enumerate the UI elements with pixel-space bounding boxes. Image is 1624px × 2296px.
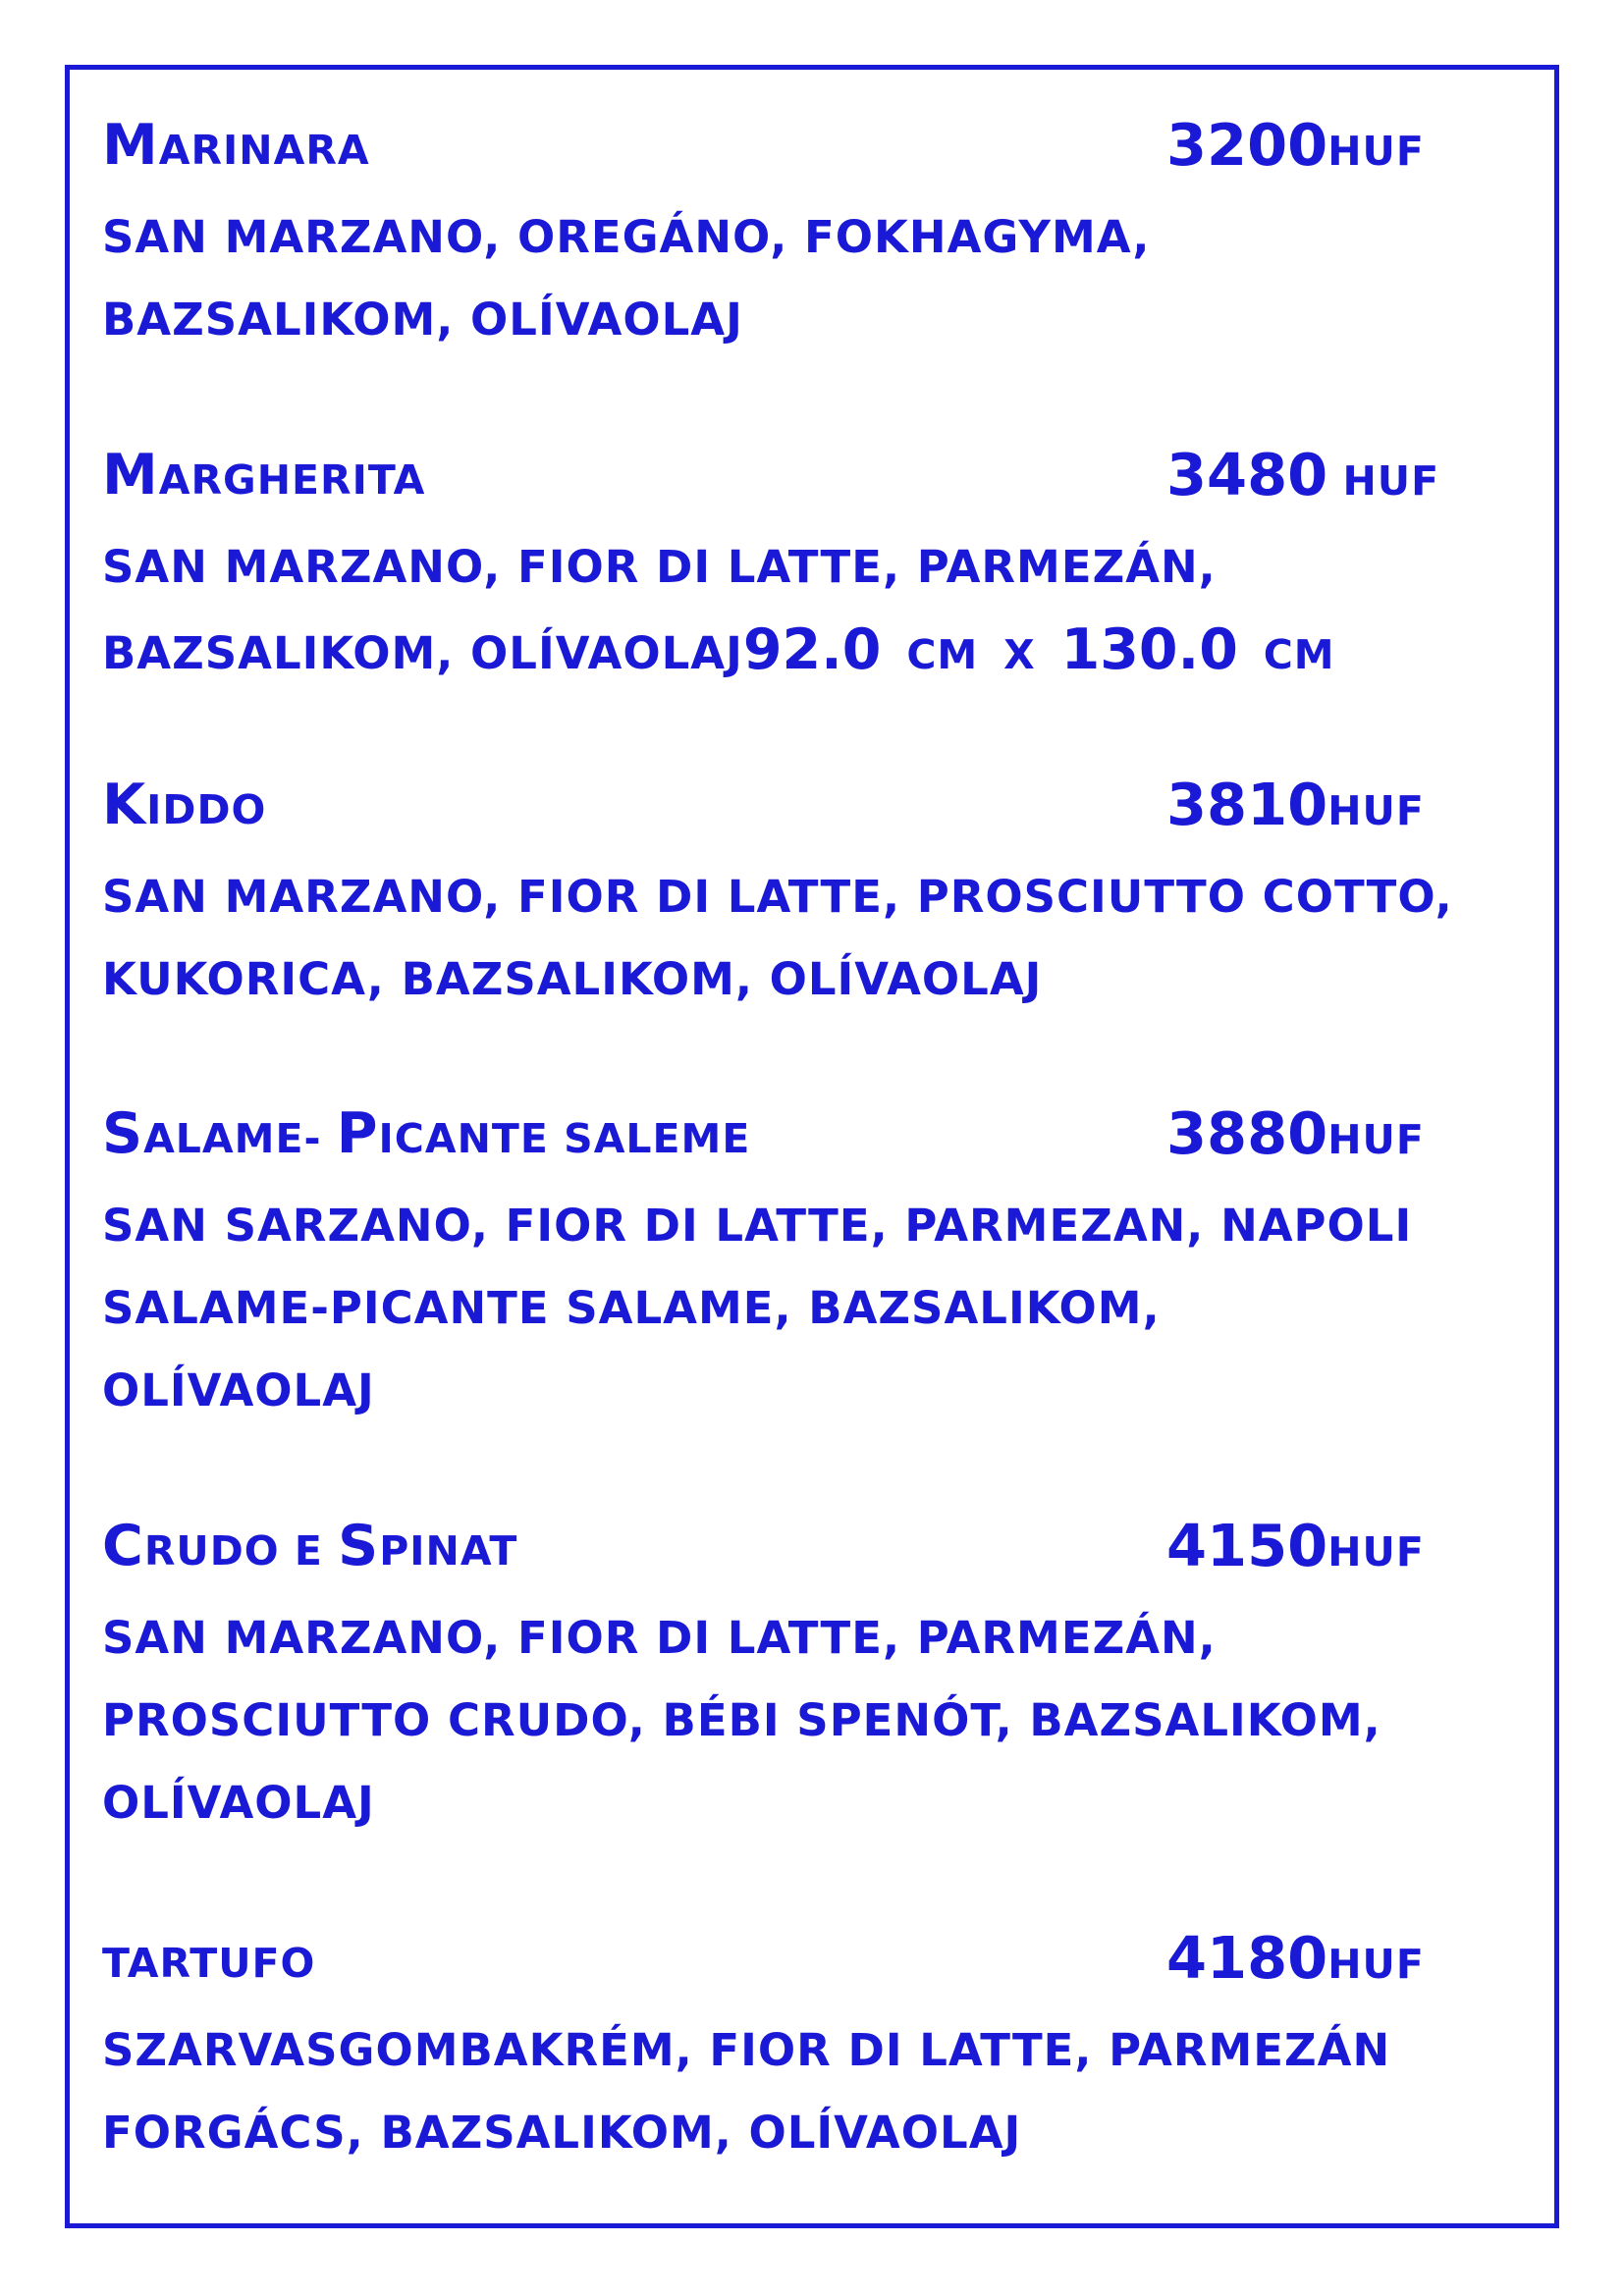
description-line: SAN MARZANO, FIOR DI LATTE, PARMEZÁN, [102,541,1217,593]
item-price: 4150HUF [1166,1512,1425,1579]
description-line: OLÍVAOLAJ [102,1364,375,1416]
item-name: KIDDO [102,773,267,837]
item-name: MARGHERITA [102,443,426,507]
item-name: CRUDO E SPINAT [102,1514,518,1578]
description-line: SAN MARZANO, FIOR DI LATTE, PARMEZÁN, [102,1612,1217,1664]
description-line: SZARVASGOMBAKRÉM, FIOR DI LATTE, PARMEZÁN [102,2024,1391,2076]
item-description [102,196,1150,361]
item-description [102,1185,1412,1432]
description-line: FORGÁCS, BAZSALIKOM, OLÍVAOLAJ [102,2107,1022,2159]
description-line: SAN MARZANO, OREGÁNO, FOKHAGYMA, [102,211,1151,263]
description-line: SAN SARZANO, FIOR DI LATTE, PARMEZAN, NAPOLI [102,1200,1413,1252]
item-price: 3880HUF [1166,1099,1425,1167]
item-description [102,526,1335,696]
item-price: 3810HUF [1166,771,1425,838]
description-line: PROSCIUTTO CRUDO, BÉBI SPENÓT, BAZSALIKOM, [102,1694,1381,1746]
description-line: BAZSALIKOM, OLÍVAOLAJ [102,294,743,346]
item-price: 3200HUF [1166,111,1425,179]
description-line: OLÍVAOLAJ [102,1777,375,1829]
item-price: 3480 HUF [1166,441,1440,508]
item-name: TARTUFO [102,1940,316,1987]
description-line: BAZSALIKOM, OLÍVAOLAJ92.0 CM X 130.0 CM [102,617,1335,682]
item-price: 4180HUF [1166,1924,1425,1992]
description-line: KUKORICA, BAZSALIKOM, OLÍVAOLAJ [102,953,1043,1005]
description-line: SALAME-PICANTE SALAME, BAZSALIKOM, [102,1282,1161,1334]
item-description [102,856,1453,1021]
size-note: 92.0 CM X 130.0 CM [742,617,1335,682]
item-name: MARINARA [102,113,370,178]
item-description [102,1597,1381,1844]
description-line: SAN MARZANO, FIOR DI LATTE, PROSCIUTTO COTTO, [102,871,1453,923]
item-name: SALAME- PICANTE SALEME [102,1101,751,1166]
item-description [102,2009,1390,2174]
